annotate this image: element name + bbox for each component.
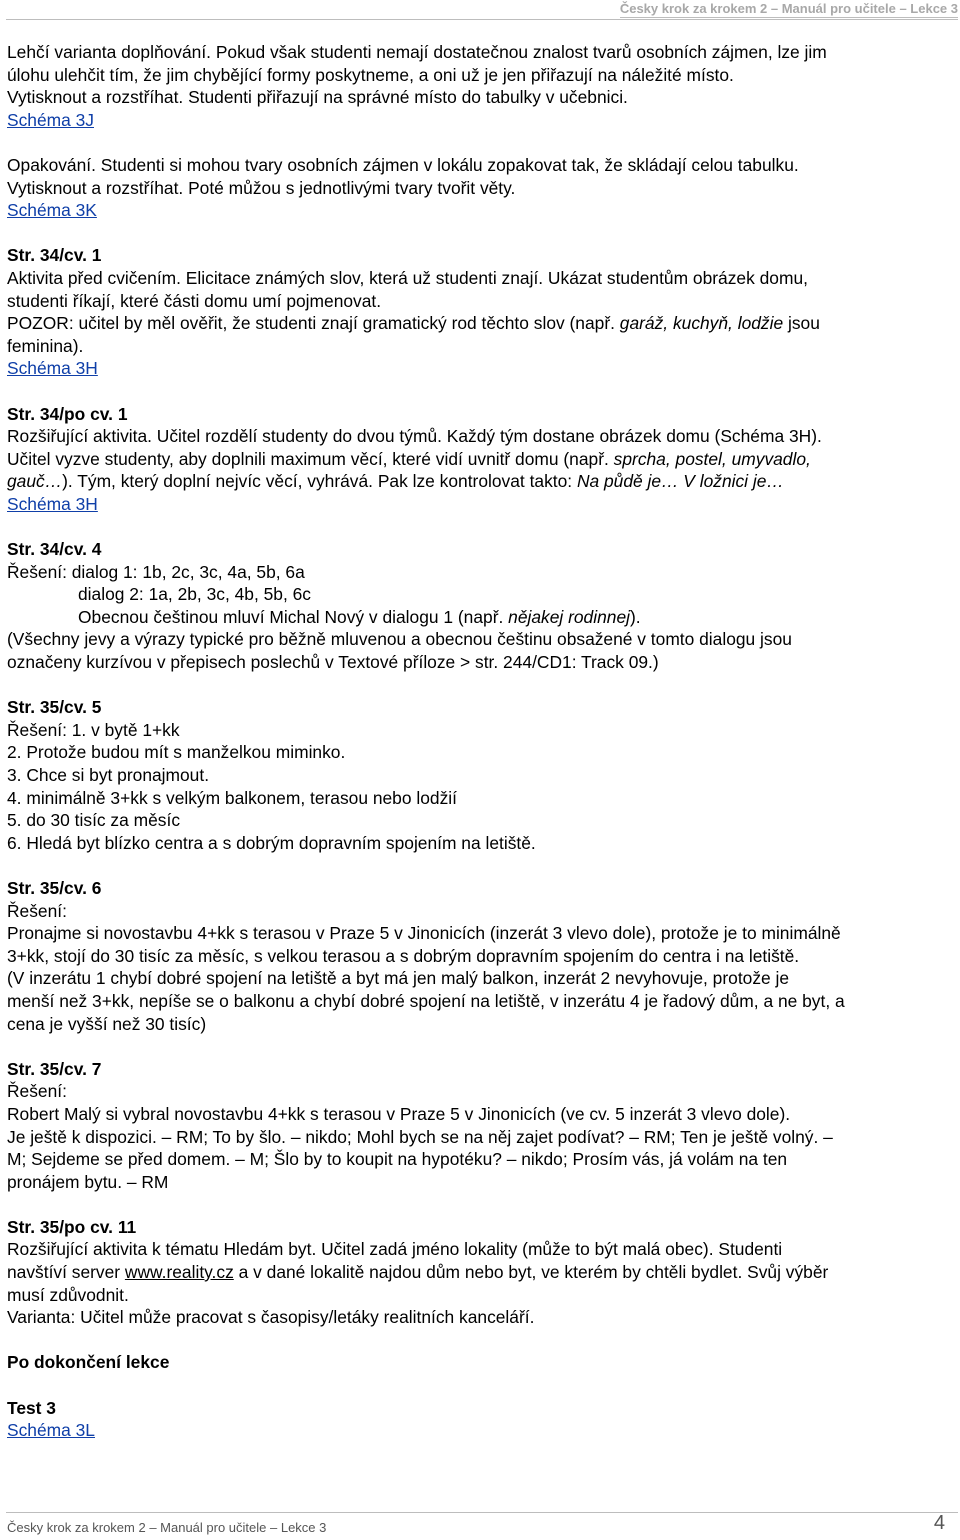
- text-line: Řešení:: [7, 900, 67, 921]
- text-line: Je ještě k dispozici. – RM; To by šlo. – nikdo; Mohl bych se na něj zajet podívat? – RM; Ten je ještě volný. –: [7, 1126, 833, 1147]
- section-heading: Str. 34/cv. 4: [7, 539, 102, 560]
- section-heading: Str. 34/po cv. 1: [7, 403, 128, 424]
- text-line: navštíví server www.reality.cz a v dané lokalitě najdou dům nebo byt, ve kterém by chtěli bydlet. Svůj výběr: [7, 1262, 829, 1283]
- text-line: Vytisknout a rozstříhat. Poté můžou s jednotlivými tvary tvořit věty.: [7, 177, 516, 198]
- text-line: M; Sejdeme se před domem. – M; Šlo by to koupit na hypotéku? – nikdo; Prosím vás, já volám na ten: [7, 1149, 788, 1170]
- section-heading: Str. 34/cv. 1: [7, 245, 102, 266]
- text-line: úlohu ulehčit tím, že jim chybějící formy poskytneme, a oni už je jen přiřazují na náležité místo.: [7, 64, 734, 85]
- text-line: Vytisknout a rozstříhat. Studenti přiřazují na správné místo do tabulky v učebnici.: [7, 87, 628, 108]
- document-body: [7, 41, 957, 1442]
- schema-3l-link[interactable]: Schéma 3L: [7, 1420, 95, 1441]
- footer-title: Česky krok za krokem 2 – Manuál pro učitele – Lekce 3: [7, 1520, 327, 1535]
- section-heading: Str. 35/cv. 7: [7, 1058, 102, 1079]
- text-line: musí zdůvodnit.: [7, 1284, 129, 1305]
- text-line: Lehčí varianta doplňování. Pokud však studenti nemají dostatečnou znalost tvarů osobních zájmen, lze jim: [7, 42, 827, 62]
- text-line: pronájem bytu. – RM: [7, 1171, 169, 1192]
- text-line: Pronajme si novostavbu 4+kk s terasou v Praze 5 v Jinonicích (inzerát 3 vlevo dole), protože je to minimálně: [7, 923, 841, 944]
- schema-3k-link[interactable]: Schéma 3K: [7, 200, 97, 221]
- text-line: dialog 2: 1a, 2b, 3c, 4b, 5b, 6c: [78, 584, 312, 605]
- text-line: Řešení: dialog 1: 1b, 2c, 3c, 4a, 5b, 6a: [7, 561, 305, 582]
- text-line: Opakování. Studenti si mohou tvary osobních zájmen v lokálu zopakovat tak, že skládají celou tabulku.: [7, 154, 799, 175]
- text-line: feminina).: [7, 335, 84, 356]
- pozor-note: POZOR: učitel by měl ověřit, že studenti znají gramatický rod těchto slov (např. garáž, kuchyň, lodžie jsou: [7, 313, 820, 334]
- schema-3h-link[interactable]: Schéma 3H: [7, 358, 98, 379]
- text-line: 3. Chce si byt pronajmout.: [7, 765, 210, 785]
- text-line: Aktivita před cvičením. Elicitace známých slov, která už studenti znají. Ukázat studentům obrázek domu,: [7, 267, 808, 288]
- text-line: (V inzerátu 1 chybí dobré spojení na letiště a byt má jen malý balkon, inzerát 2 nevyhovuje, protože je: [7, 968, 790, 989]
- footer-rule: [6, 1512, 958, 1513]
- section-heading: Test 3: [7, 1397, 56, 1418]
- schema-3h-link[interactable]: Schéma 3H: [7, 493, 98, 514]
- section-heading: Str. 35/cv. 6: [7, 877, 102, 898]
- text-line: Rozšiřující aktivita k tématu Hledám byt. Učitel zadá jméno lokality (může to být malá obec). Studenti: [7, 1239, 783, 1260]
- text-line: Řešení:: [7, 1081, 67, 1102]
- text-line: gauč…). Tým, který doplní nejvíc věcí, vyhrává. Pak lze kontrolovat takto: Na půdě je… V ložnici je…: [7, 471, 784, 492]
- text-line: cena je vyšší než 30 tisíc): [7, 1013, 207, 1034]
- section-heading: Po dokončení lekce: [7, 1352, 170, 1373]
- text-line: Varianta: Učitel může pracovat s časopisy/letáky realitních kanceláří.: [7, 1307, 535, 1328]
- section-heading: Str. 35/po cv. 11: [7, 1216, 137, 1237]
- text-line: Řešení: 1. v bytě 1+kk: [7, 719, 180, 740]
- text-line: menší než 3+kk, nepíše se o balkonu a chybí dobré spojení na letiště, v inzerátu 4 je řadový dům, a ne byt, a: [7, 990, 845, 1011]
- reality-link[interactable]: www.reality.cz: [124, 1262, 234, 1283]
- header-rule: [6, 19, 958, 20]
- text-line: studenti říkají, které části domu umí pojmenovat.: [7, 290, 382, 311]
- text-line: Obecnou češtinou mluví Michal Nový v dialogu 1 (např. nějakej rodinnej).: [78, 606, 641, 627]
- text-line: 6. Hledá byt blízko centra a s dobrým dopravním spojením na letiště.: [7, 832, 536, 853]
- running-header: Česky krok za krokem 2 – Manuál pro učitele – Lekce 3: [619, 1, 958, 16]
- text-line: Učitel vyzve studenty, aby doplnili maximum věcí, které vidí uvnitř domu (např. sprcha, postel, umyvadlo,: [7, 448, 811, 469]
- text-line: označeny kurzívou v přepisech poslechů v Textové příloze > str. 244/CD1: Track 09.): [7, 652, 659, 673]
- page-number: 4: [933, 1512, 945, 1534]
- text-line: (Všechny jevy a výrazy typické pro běžně mluvenou a obecnou češtinu obsažené v tomto dialogu jsou: [7, 629, 792, 650]
- text-line: 3+kk, stojí do 30 tisíc za měsíc, s velkou terasou a s dobrým dopravním spojením do centra i na letiště.: [7, 945, 800, 966]
- text-line: 5. do 30 tisíc za měsíc: [7, 810, 181, 831]
- schema-3j-link[interactable]: Schéma 3J: [7, 109, 94, 130]
- text-line: Robert Malý si vybral novostavbu 4+kk s terasou v Praze 5 v Jinonicích (ve cv. 5 inzerát 3 vlevo dole).: [7, 1103, 791, 1124]
- section-heading: Str. 35/cv. 5: [7, 697, 102, 718]
- text-line: 2. Protože budou mít s manželkou miminko.: [7, 742, 346, 763]
- text-line: Rozšiřující aktivita. Učitel rozdělí studenty do dvou týmů. Každý tým dostane obrázek domu (Schéma 3H).: [7, 426, 822, 447]
- text-line: 4. minimálně 3+kk s velkým balkonem, terasou nebo lodžií: [7, 787, 457, 808]
